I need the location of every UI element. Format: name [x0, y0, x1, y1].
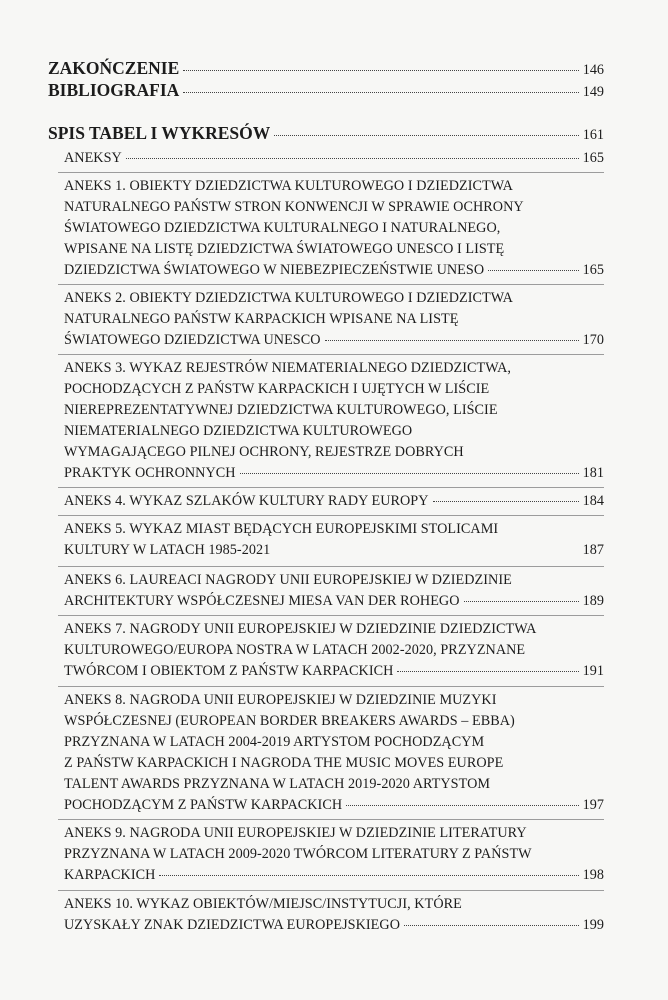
annex-1-line: ANEKS 1. OBIEKTY DZIEDZICTWA KULTUROWEGO I DZIEDZICTWA — [64, 178, 513, 194]
toc-page-number: 187 — [582, 542, 604, 558]
annex-9-line: KARPACKICH — [64, 867, 156, 883]
toc-entry-annex-9[interactable] — [64, 867, 604, 884]
annex-8-line: POCHODZĄCYM Z PAŃSTW KARPACKICH — [64, 797, 343, 813]
separator-line — [58, 615, 604, 616]
toc-page-number: 181 — [582, 465, 604, 481]
annex-3-line: NIEMATERIALNEGO DZIEDZICTWA KULTUROWEGO — [64, 423, 413, 439]
annex-3-line: WYMAGAJĄCEGO PILNEJ OCHRONY, REJESTRZE DOBRYCH — [64, 444, 464, 460]
annex-7-line: ANEKS 7. NAGRODY UNII EUROPEJSKIEJ W DZIEDZINIE DZIEDZICTWA — [64, 621, 537, 637]
leader-dots — [346, 805, 578, 806]
toc-entry-title: SPIS TABEL I WYKRESÓW — [48, 123, 271, 143]
annex-2-line: NATURALNEGO PAŃSTW KARPACKICH WPISANE NA LISTĘ — [64, 311, 459, 327]
annex-5-line: KULTURY W LATACH 1985-2021 — [64, 542, 271, 558]
toc-page-number: 189 — [582, 593, 604, 609]
annex-1-line: ŚWIATOWEGO DZIEDZICTWA KULTURALNEGO I NATURALNEGO, — [64, 220, 501, 236]
separator-line — [58, 354, 604, 355]
leader-dots — [404, 925, 579, 926]
toc-page-number: 197 — [582, 797, 604, 813]
leader-dots — [274, 135, 578, 136]
toc-entry-annex-4[interactable] — [64, 493, 604, 510]
toc-entry-annex-8[interactable] — [64, 797, 604, 814]
separator-line — [58, 487, 604, 488]
annex-3-line: PRAKTYK OCHRONNYCH — [64, 465, 236, 481]
separator-line — [58, 566, 604, 567]
toc-page-number: 198 — [582, 867, 604, 883]
leader-dots — [159, 875, 578, 876]
annex-8-line: WSPÓŁCZESNEJ (EUROPEAN BORDER BREAKERS AWARDS – EBBA) — [64, 713, 515, 729]
annex-9-line: ANEKS 9. NAGRODA UNII EUROPEJSKIEJ W DZIEDZINIE LITERATURY — [64, 825, 527, 841]
annex-10-line: ANEKS 10. WYKAZ OBIEKTÓW/MIEJSC/INSTYTUCJI, KTÓRE — [64, 896, 462, 912]
leader-dots — [240, 473, 579, 474]
toc-page-number: 161 — [582, 127, 604, 143]
leader-gap — [274, 550, 578, 551]
annex-3-line: ANEKS 3. WYKAZ REJESTRÓW NIEMATERIALNEGO DZIEDZICTWA, — [64, 360, 512, 376]
toc-entry-annex-1[interactable] — [64, 262, 604, 279]
toc-page-number: 165 — [582, 262, 604, 278]
toc-entry-annex-7[interactable] — [64, 663, 604, 680]
toc-entry-bibliografia[interactable] — [48, 80, 604, 101]
toc-entry-annex-3[interactable] — [64, 465, 604, 482]
annex-1-line: NATURALNEGO PAŃSTW STRON KONWENCJI W SPRAWIE OCHRONY — [64, 199, 524, 215]
separator-line — [58, 284, 604, 285]
annex-8-line: PRZYZNANA W LATACH 2004-2019 ARTYSTOM POCHODZĄCYM — [64, 734, 485, 750]
annex-2-line: ŚWIATOWEGO DZIEDZICTWA UNESCO — [64, 332, 321, 348]
toc-page-number: 149 — [582, 84, 604, 100]
annex-4-line: ANEKS 4. WYKAZ SZLAKÓW KULTURY RADY EUROPY — [64, 493, 429, 509]
leader-dots — [488, 270, 578, 271]
toc-entry-spis-tabel[interactable] — [48, 123, 604, 144]
annex-3-line: NIEREPREZENTATYWNEJ DZIEDZICTWA KULTUROWEGO, LIŚCIE — [64, 402, 498, 418]
annex-1-line: WPISANE NA LISTĘ DZIEDZICTWA ŚWIATOWEGO UNESCO I LISTĘ — [64, 241, 505, 257]
toc-page-number: 170 — [582, 332, 604, 348]
toc-entry-annex-5[interactable] — [64, 542, 604, 559]
annex-6-line: ANEKS 6. LAUREACI NAGRODY UNII EUROPEJSKIEJ W DZIEDZINIE — [64, 572, 512, 588]
leader-dots — [126, 158, 579, 159]
annex-5-line: ANEKS 5. WYKAZ MIAST BĘDĄCYCH EUROPEJSKIMI STOLICAMI — [64, 521, 499, 537]
annex-8-line: TALENT AWARDS PRZYZNANA W LATACH 2019-2020 ARTYSTOM — [64, 776, 491, 792]
leader-dots — [397, 671, 578, 672]
annex-6-line: ARCHITEKTURY WSPÓŁCZESNEJ MIESA VAN DER ROHEGO — [64, 593, 460, 609]
annex-8-line: Z PAŃSTW KARPACKICH I NAGRODA THE MUSIC MOVES EUROPE — [64, 755, 504, 771]
annex-2-line: ANEKS 2. OBIEKTY DZIEDZICTWA KULTUROWEGO I DZIEDZICTWA — [64, 290, 513, 306]
toc-page-number: 184 — [582, 493, 604, 509]
leader-dots — [433, 501, 579, 502]
leader-dots — [464, 601, 579, 602]
toc-entry-annex-10[interactable] — [64, 917, 604, 934]
separator-line — [58, 686, 604, 687]
leader-dots — [325, 340, 579, 341]
toc-entry-zakonczenie[interactable] — [48, 58, 604, 79]
toc-entry-aneksy[interactable] — [64, 150, 604, 167]
toc-page-number: 146 — [582, 62, 604, 78]
separator-line — [58, 515, 604, 516]
toc-page-number: 165 — [582, 150, 604, 166]
separator-line — [58, 890, 604, 891]
toc-entry-title: BIBLIOGRAFIA — [48, 80, 180, 100]
annex-7-line: KULTUROWEGO/EUROPA NOSTRA W LATACH 2002-2020, PRZYZNANE — [64, 642, 526, 658]
annex-3-line: POCHODZĄCYCH Z PAŃSTW KARPACKICH I UJĘTYCH W LIŚCIE — [64, 381, 490, 397]
toc-entry-title: ANEKSY — [64, 150, 122, 166]
leader-dots — [183, 70, 578, 71]
toc-entry-annex-6[interactable] — [64, 593, 604, 610]
separator-line — [58, 819, 604, 820]
annex-10-line: UZYSKAŁY ZNAK DZIEDZICTWA EUROPEJSKIEGO — [64, 917, 400, 933]
leader-dots — [183, 92, 578, 93]
toc-page-number: 191 — [582, 663, 604, 679]
separator-line — [58, 172, 604, 173]
annex-1-line: DZIEDZICTWA ŚWIATOWEGO W NIEBEZPIECZEŃSTWIE UNESO — [64, 262, 485, 278]
annex-8-line: ANEKS 8. NAGRODA UNII EUROPEJSKIEJ W DZIEDZINIE MUZYKI — [64, 692, 497, 708]
annex-7-line: TWÓRCOM I OBIEKTOM Z PAŃSTW KARPACKICH — [64, 663, 394, 679]
toc-entry-title: ZAKOŃCZENIE — [48, 58, 180, 78]
toc-page-number: 199 — [582, 917, 604, 933]
annex-9-line: PRZYZNANA W LATACH 2009-2020 TWÓRCOM LITERATURY Z PAŃSTW — [64, 846, 532, 862]
toc-entry-annex-2[interactable] — [64, 332, 604, 349]
